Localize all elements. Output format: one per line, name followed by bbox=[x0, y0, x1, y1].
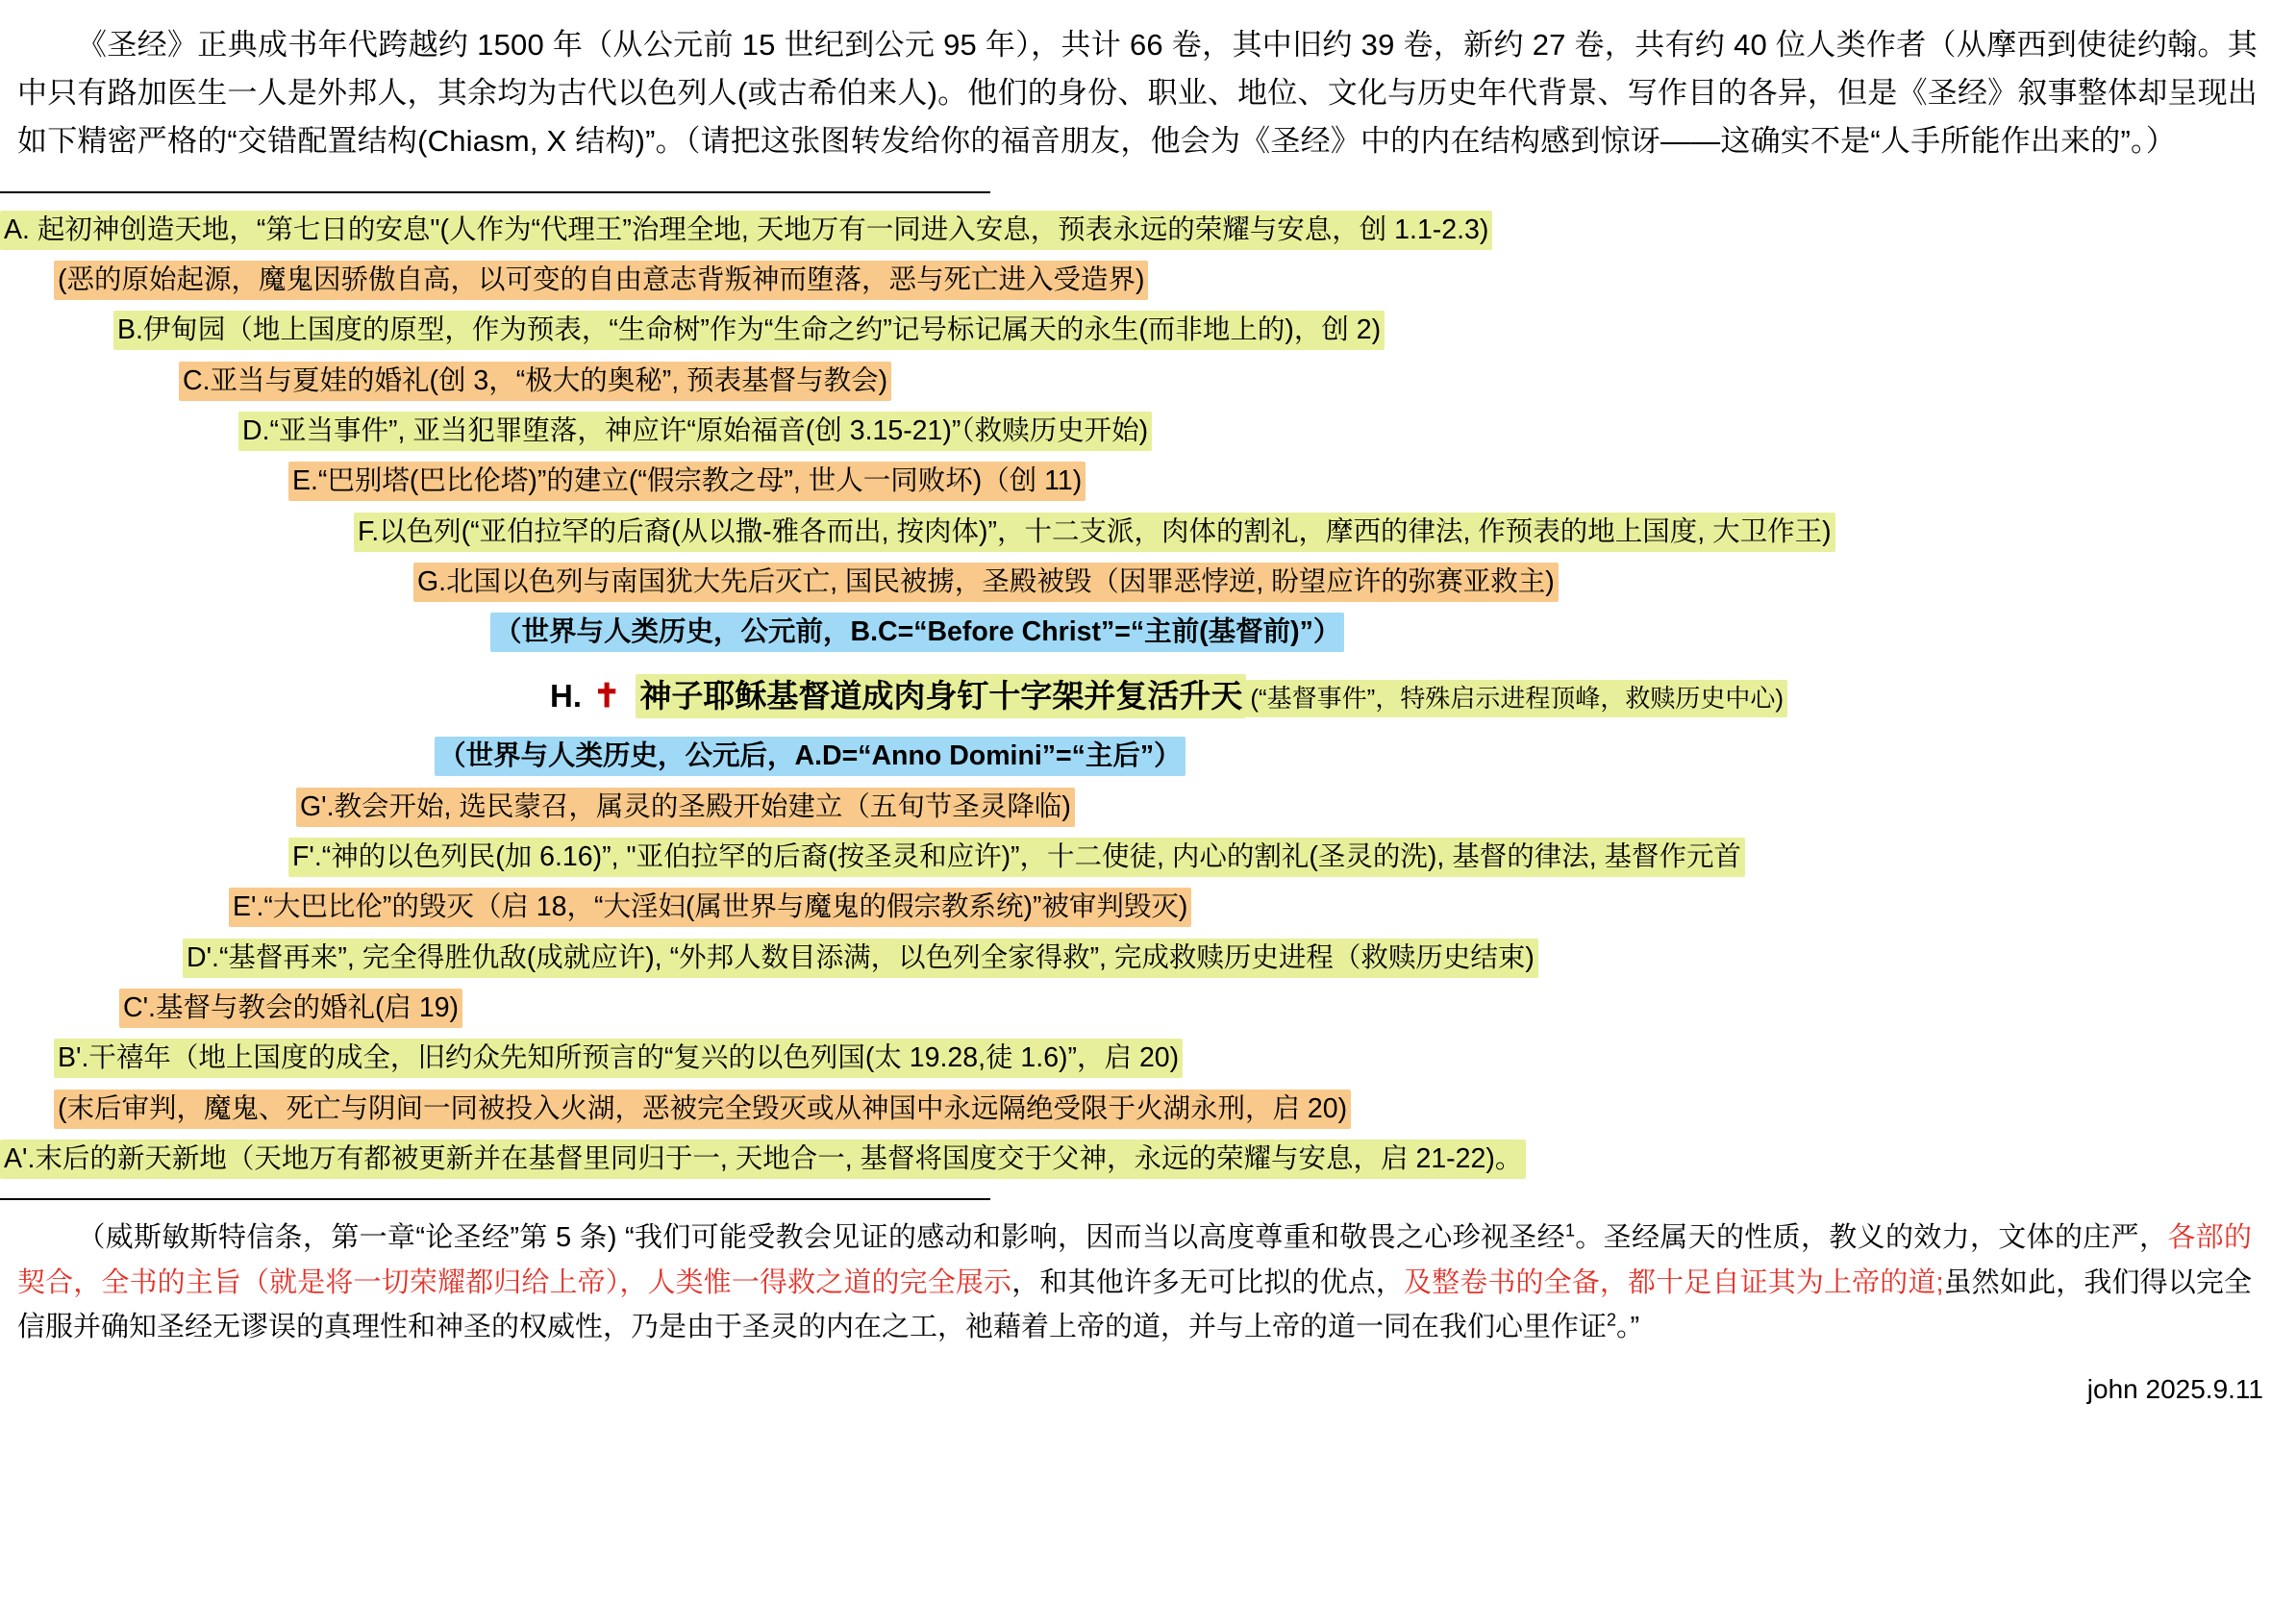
chiasm-line-H bbox=[0, 673, 2296, 719]
intro-paragraph: 《圣经》正典成书年代跨越约 1500 年（从公元前 15 世纪到公元 95 年），共计 66 卷，其中旧约 39 卷，新约 27 卷，共有约 40 位人类作者（从摩西到使徒约翰。其中只有路加医生一人是外邦人，其余均为古代以色列人(或古希伯来人)。他们的身份、职业、地位、文化与历史年代背景、写作目的各异，但是《圣经》叙事整体却呈现出如下精密严格的“交错配置结构(Chiasm, X 结构)”。（请把这张图转发给你的福音朋友，他会为《圣经》中的内在结构感到惊讶——这确实不是“人手所能作出来的”。） bbox=[17, 28, 2258, 159]
chiasm-line-B bbox=[0, 311, 2296, 350]
chiasm-line-evil-origin bbox=[0, 261, 2296, 300]
chiasm-line-A-prime-text: A'.末后的新天新地（天地万有都被更新并在基督里同归于一, 天地合一, 基督将国度交于父神，永远的荣耀与安息，启 21-22)。 bbox=[0, 1140, 1526, 1179]
confession-footnote-1: 1 bbox=[1564, 1220, 1575, 1241]
confession-red-2: 及整卷书的全备，都十足自证其为上帝的道; bbox=[1404, 1266, 1944, 1298]
chiasm-line-evil-origin-text: (恶的原始起源，魔鬼因骄傲自高，以可变的自由意志背叛神而堕落，恶与死亡进入受造界) bbox=[54, 261, 1148, 300]
chiasm-era-bc bbox=[0, 613, 2296, 652]
chiasm-line-F bbox=[0, 513, 2296, 552]
chiasm-line-C-text: C.亚当与夏娃的婚礼(创 3，“极大的奥秘”, 预表基督与教会) bbox=[179, 362, 891, 401]
chiasm-structure bbox=[0, 211, 2296, 1179]
chiasm-line-A-text: A. 起初神创造天地，“第七日的安息"(人作为“代理王”治理全地, 天地万有一同进入安息，预表永远的荣耀与安息，创 1.1-2.3) bbox=[0, 211, 1492, 250]
chiasm-line-E-prime-text: E'.“大巴比伦”的毁灭（启 18，“大淫妇(属世界与魔鬼的假宗教系统)”被审判毁灭) bbox=[229, 888, 1191, 927]
chiasm-line-D-prime-text: D'.“基督再来”, 完全得胜仇敌(成就应许), “外邦人数目添满，以色列全家得救”, 完成救赎历史进程（救赎历史结束) bbox=[183, 939, 1538, 978]
chiasm-line-G-prime bbox=[0, 788, 2296, 827]
chiasm-line-H-note: (“基督事件”，特殊启示进程顶峰，救赎历史中心) bbox=[1246, 680, 1787, 717]
divider-bottom bbox=[0, 1198, 990, 1200]
chiasm-line-G-text: G.北国以色列与南国犹大先后灭亡, 国民被掳，圣殿被毁（因罪恶悖逆, 盼望应许的弥赛亚救主) bbox=[413, 563, 1559, 602]
confession-text-3: ，和其他许多无可比拟的优点， bbox=[1011, 1266, 1405, 1298]
chiasm-line-C-prime bbox=[0, 989, 2296, 1028]
confession-text-5: 。” bbox=[1616, 1311, 1640, 1342]
chiasm-line-D bbox=[0, 412, 2296, 451]
chiasm-line-last-judgment-text: (末后审判，魔鬼、死亡与阴间一同被投入火湖，恶被完全毁灭或从神国中永远隔绝受限于火湖永刑，启 20) bbox=[54, 1090, 1351, 1129]
chiasm-line-F-prime bbox=[0, 838, 2296, 877]
chiasm-line-last-judgment bbox=[0, 1090, 2296, 1129]
chiasm-era-ad bbox=[0, 737, 2296, 776]
confession-footnote-2: 2 bbox=[1607, 1310, 1617, 1330]
confession-text-1: “我们可能受教会见证的感动和影响，因而当以高度尊重和敬畏之心珍视圣经 bbox=[624, 1222, 1565, 1254]
confession-block bbox=[0, 1216, 2296, 1349]
divider-top bbox=[0, 191, 990, 193]
chiasm-line-G-prime-text: G'.教会开始, 选民蒙召，属灵的圣殿开始建立（五旬节圣灵降临) bbox=[296, 788, 1075, 827]
chiasm-line-F-prime-text: F'.“神的以色列民(加 6.16)”, "亚伯拉罕的后裔(按圣灵和应许)”，十二使徒, 内心的割礼(圣灵的洗), 基督的律法, 基督作元首 bbox=[288, 838, 1745, 877]
chiasm-line-D-text: D.“亚当事件”, 亚当犯罪堕落，神应许“原始福音(创 3.15-21)”（救赎历史开始) bbox=[238, 412, 1152, 451]
confession-text-4: 虽然如此，我们得以完全信服并确知圣经无谬误的真理性和神圣的权威性，乃是由于圣灵的内在之工，祂藉着上帝的道，并与上帝的道一同在我们心里作证 bbox=[17, 1266, 2252, 1342]
chiasm-line-G bbox=[0, 563, 2296, 602]
cross-icon: ✝ bbox=[592, 678, 621, 715]
confession-paragraph bbox=[17, 1216, 2252, 1349]
chiasm-line-H-main: 神子耶稣基督道成肉身钉十字架并复活升天 bbox=[636, 674, 1246, 718]
intro-paragraph-block bbox=[0, 0, 2296, 166]
chiasm-line-B-prime-text: B'.干禧年（地上国度的成全，旧约众先知所预言的“复兴的以色列国(太 19.28,徒 1.6)”，启 20) bbox=[54, 1039, 1183, 1078]
chiasm-line-E-text: E.“巴别塔(巴比伦塔)”的建立(“假宗教之母”, 世人一同败坏)（创 11) bbox=[288, 462, 1086, 501]
chiasm-line-E bbox=[0, 462, 2296, 501]
chiasm-era-bc-text: （世界与人类历史，公元前，B.C=“Before Christ”=“主前(基督前)”） bbox=[490, 613, 1344, 652]
chiasm-line-A bbox=[0, 211, 2296, 250]
confession-red-1: 各部的契合，全书的主旨（就是将一切荣耀都归给上帝），人类惟一得救之道的完全展示 bbox=[17, 1222, 2252, 1298]
chiasm-line-C-prime-text: C'.基督与教会的婚礼(启 19) bbox=[119, 989, 462, 1028]
chiasm-line-F-text: F.以色列(“亚伯拉罕的后裔(从以撒-雅各而出, 按肉体)”，十二支派，肉体的割礼，摩西的律法, 作预表的地上国度, 大卫作王) bbox=[354, 513, 1835, 552]
chiasm-era-ad-text: （世界与人类历史，公元后，A.D=“Anno Domini”=“主后”） bbox=[435, 737, 1185, 776]
confession-text-2: 。圣经属天的性质，教义的效力，文体的庄严， bbox=[1574, 1222, 2168, 1254]
chiasm-line-C bbox=[0, 362, 2296, 401]
confession-source: （威斯敏斯特信条，第一章“论圣经”第 5 条) bbox=[77, 1222, 617, 1254]
chiasm-line-D-prime bbox=[0, 939, 2296, 978]
chiasm-line-B-text: B.伊甸园（地上国度的原型，作为预表，“生命树”作为“生命之约”记号标记属天的永生(而非地上的)，创 2) bbox=[113, 311, 1385, 350]
chiasm-line-E-prime bbox=[0, 888, 2296, 927]
chiasm-line-H-label: H. bbox=[550, 678, 582, 714]
chiasm-line-A-prime bbox=[0, 1140, 2296, 1179]
chiasm-line-B-prime bbox=[0, 1039, 2296, 1078]
signature: john 2025.9.11 bbox=[2086, 1374, 2263, 1405]
